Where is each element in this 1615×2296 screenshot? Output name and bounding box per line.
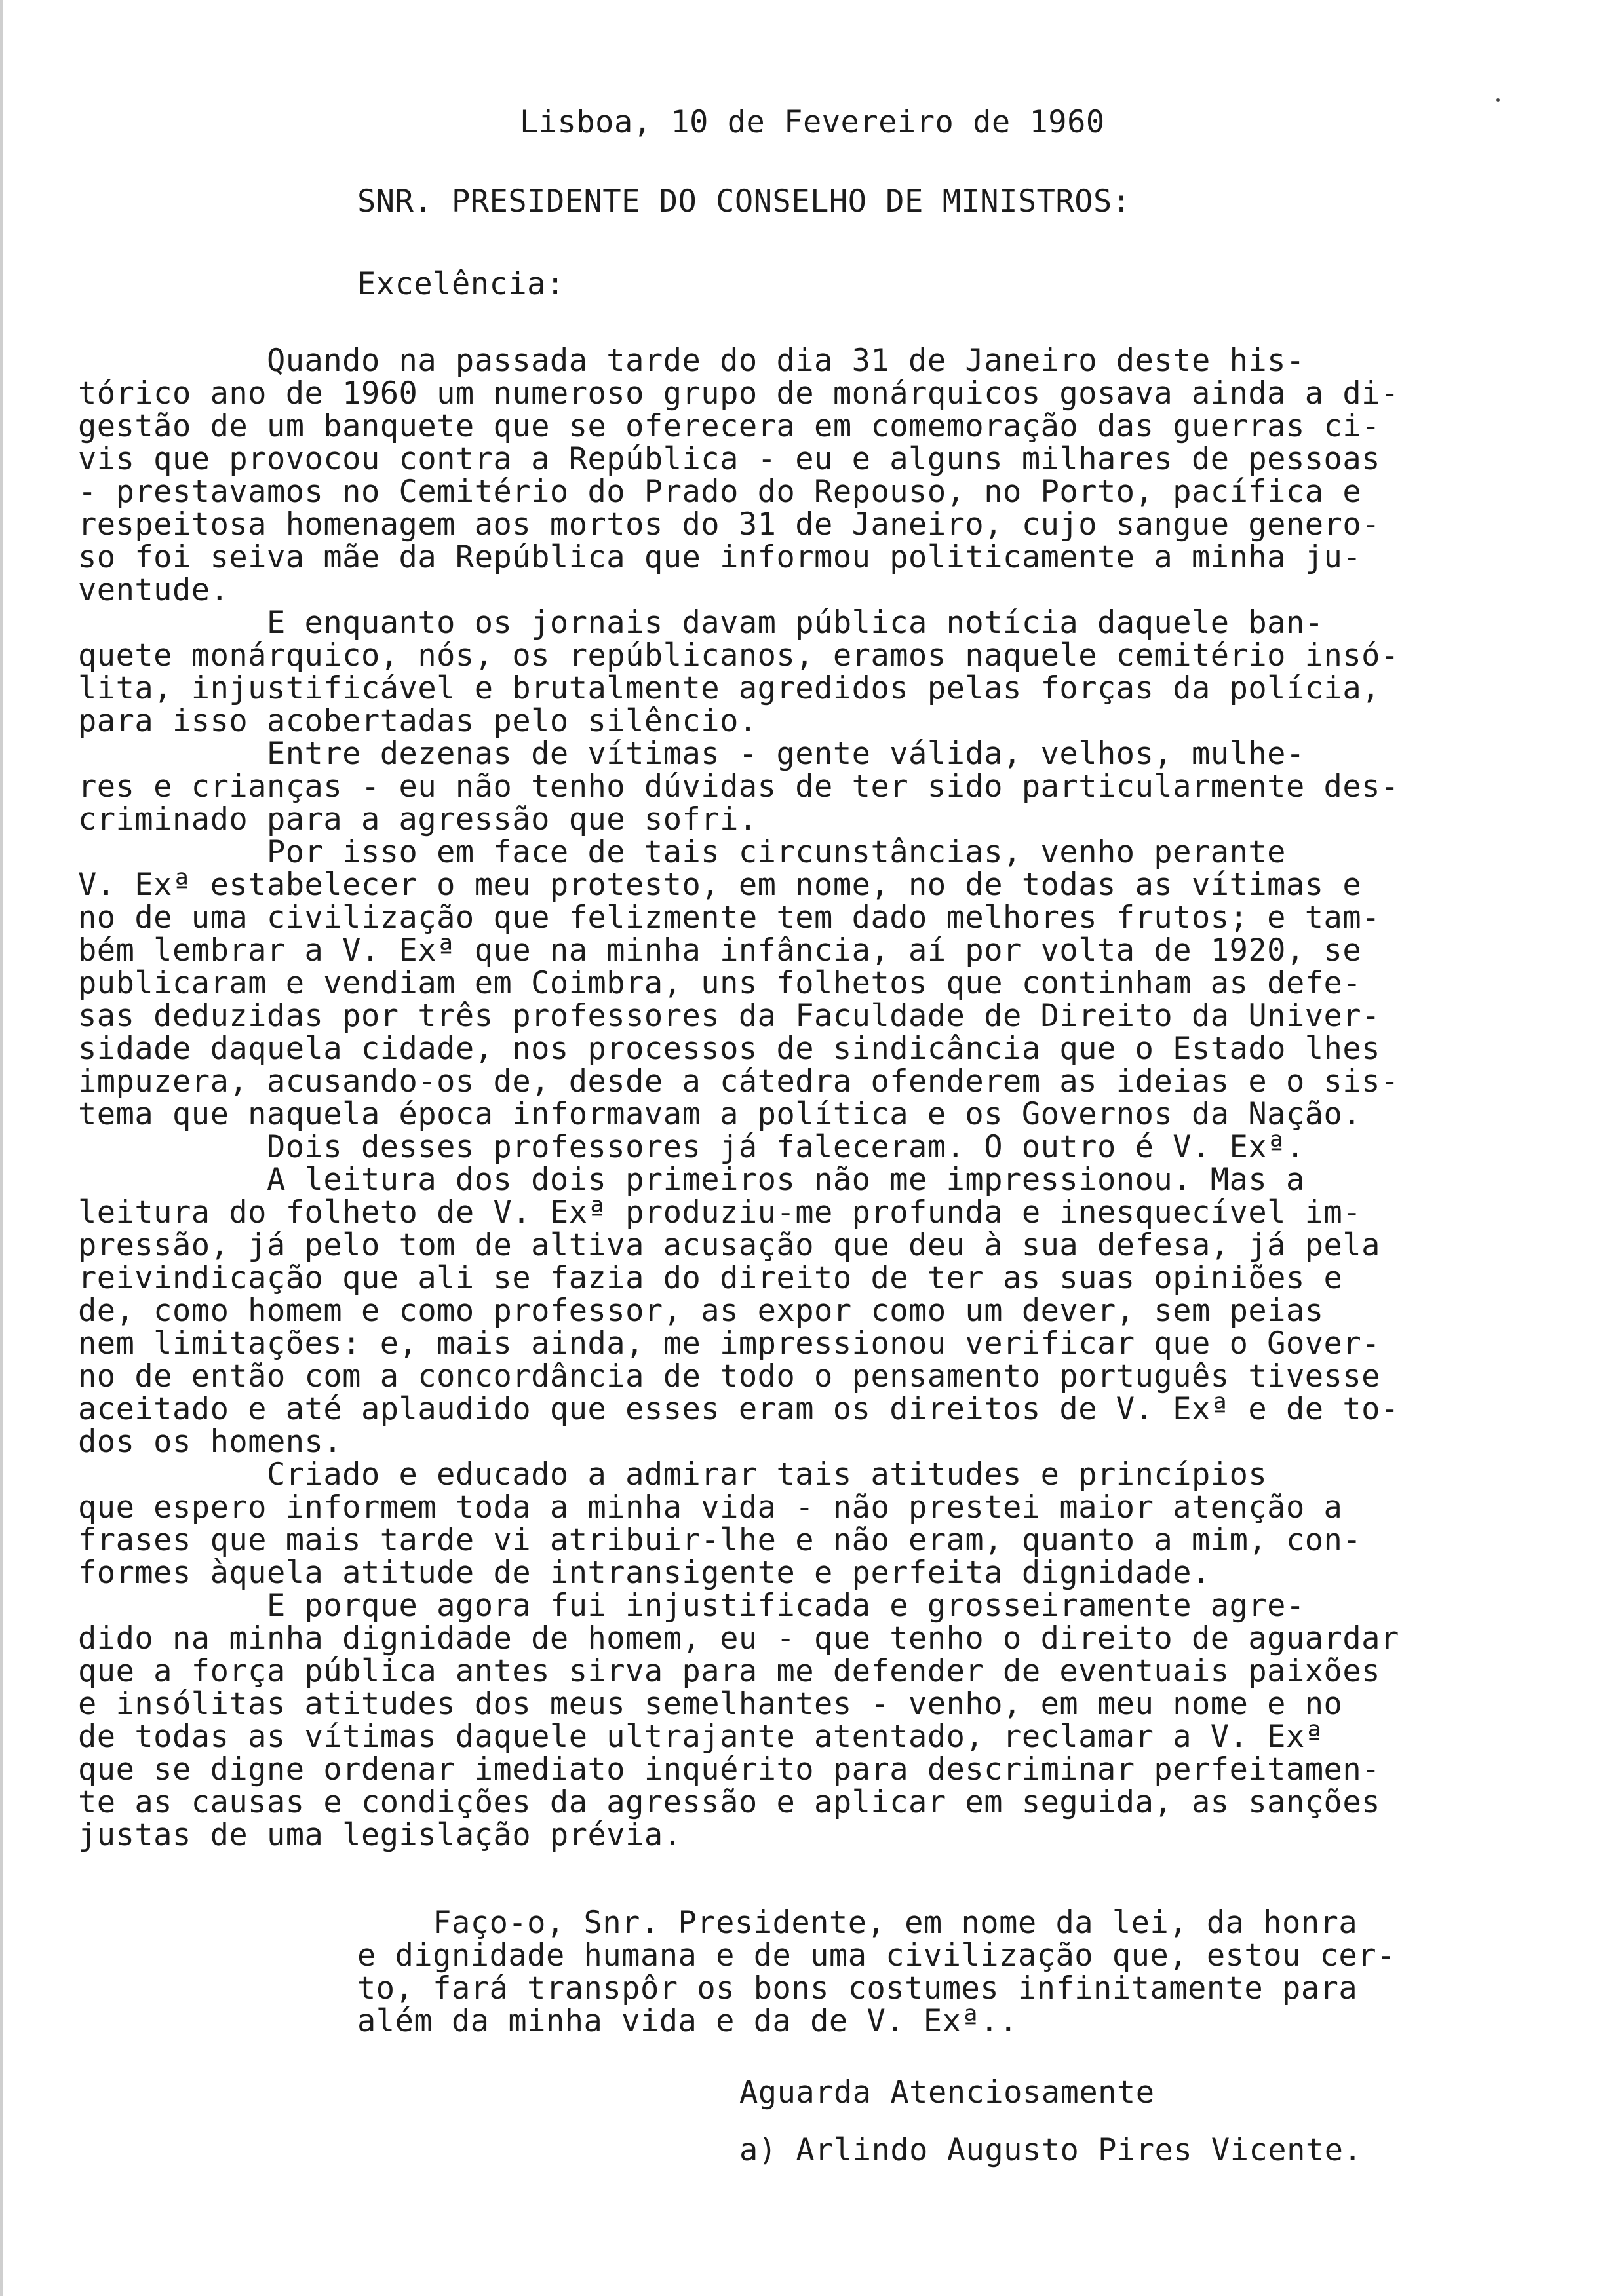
body-line: E enquanto os jornais davam pública notícia daquele ban- — [78, 605, 1324, 641]
body-line: lita, injustificável e brutalmente agredidos pelas forças da polícia, — [78, 670, 1380, 706]
body-line: respeitosa homenagem aos mortos do 31 de Janeiro, cujo sangue genero- — [78, 507, 1380, 543]
scan-speck — [1496, 98, 1500, 102]
closing-line: e dignidade humana e de uma civilização que, estou cer- — [357, 1938, 1395, 1974]
body-line: nem limitações: e, mais ainda, me impressionou verificar que o Gover- — [78, 1326, 1380, 1362]
body-line: gestão de um banquete que se oferecera em comemoração das guerras ci- — [78, 408, 1380, 444]
closing-line: Faço-o, Snr. Presidente, em nome da lei, da honra — [357, 1905, 1358, 1941]
body-line: sidade daquela cidade, nos processos de sindicância que o Estado lhes — [78, 1031, 1380, 1067]
body-line: justas de uma legislação prévia. — [78, 1817, 682, 1853]
body-line: te as causas e condições da agressão e aplicar em seguida, as sanções — [78, 1784, 1380, 1820]
body-line: bém lembrar a V. Exª que na minha infância, aí por volta de 1920, se — [78, 932, 1362, 968]
body-line: publicaram e vendiam em Coimbra, uns folhetos que continham as defe- — [78, 965, 1362, 1001]
addressee-line: SNR. PRESIDENTE DO CONSELHO DE MINISTROS: — [357, 183, 1131, 220]
body-line: criminado para a agressão que sofri. — [78, 801, 758, 837]
salutation-line: Excelência: — [357, 266, 565, 302]
body-line: reivindicação que ali se fazia do direito de ter as suas opiniões e — [78, 1260, 1343, 1296]
closing-line: além da minha vida e da de V. Exª.. — [357, 2003, 1018, 2039]
body-line: no de uma civilização que felizmente tem dado melhores frutos; e tam- — [78, 900, 1380, 936]
body-line: Entre dezenas de vítimas - gente válida, velhos, mulhe- — [78, 736, 1305, 772]
body-line: de todas as vítimas daquele ultrajante atentado, reclamar a V. Exª — [78, 1719, 1324, 1755]
signature-block — [739, 2064, 1526, 2179]
date-line: Lisboa, 10 de Fevereiro de 1960 — [520, 104, 1105, 140]
body-line: vis que provocou contra a República - eu e alguns milhares de pessoas — [78, 441, 1380, 477]
body-line: impuzera, acusando-os de, desde a cátedra ofenderem as ideias e o sis- — [78, 1063, 1399, 1100]
body-line: res e crianças - eu não tenho dúvidas de ter sido particularmente des- — [78, 769, 1399, 805]
closing-paragraph — [357, 1907, 1603, 2038]
scan-edge — [0, 0, 3, 2296]
body-line: Dois desses professores já faleceram. O outro é V. Exª. — [78, 1129, 1305, 1165]
letter-body — [78, 345, 1546, 1852]
body-line: V. Exª estabelecer o meu protesto, em nome, no de todas as vítimas e — [78, 867, 1362, 903]
signer-name: a) Arlindo Augusto Pires Vicente. — [739, 2132, 1363, 2168]
body-line: quete monárquico, nós, os repúblicanos, eramos naquele cemitério insó- — [78, 638, 1399, 674]
body-line: tema que naquela época informavam a política e os Governos da Nação. — [78, 1096, 1362, 1132]
body-line: tórico ano de 1960 um numeroso grupo de monárquicos gosava ainda a di- — [78, 375, 1399, 411]
body-line: que se digne ordenar imediato inquérito para descriminar perfeitamen- — [78, 1751, 1380, 1788]
body-line: leitura do folheto de V. Exª produziu-me profunda e inesquecível im- — [78, 1195, 1362, 1231]
body-line: - prestavamos no Cemitério do Prado do Repouso, no Porto, pacífica e — [78, 474, 1362, 510]
body-line: A leitura dos dois primeiros não me impressionou. Mas a — [78, 1162, 1305, 1198]
body-line: E porque agora fui injustificada e grosseiramente agre- — [78, 1588, 1305, 1624]
body-line: e insólitas atitudes dos meus semelhantes - venho, em meu nome e no — [78, 1686, 1343, 1722]
body-line: dido na minha dignidade de homem, eu - que tenho o direito de aguardar — [78, 1620, 1399, 1656]
body-line: Quando na passada tarde do dia 31 de Janeiro deste his- — [78, 343, 1305, 379]
complimentary-close: Aguarda Atenciosamente — [739, 2075, 1155, 2111]
body-line: pressão, já pelo tom de altiva acusação que deu à sua defesa, já pela — [78, 1227, 1380, 1263]
closing-line: to, fará transpôr os bons costumes infinitamente para — [357, 1970, 1358, 2006]
body-line: sas deduzidas por três professores da Faculdade de Direito da Univer- — [78, 998, 1380, 1034]
body-line: formes àquela atitude de intransigente e perfeita dignidade. — [78, 1555, 1211, 1591]
body-line: de, como homem e como professor, as expor como um dever, sem peias — [78, 1293, 1324, 1329]
body-line: ventude. — [78, 572, 229, 608]
body-line: Por isso em face de tais circunstâncias, venho perante — [78, 834, 1286, 870]
body-line: frases que mais tarde vi atribuir-lhe e não eram, quanto a mim, con- — [78, 1522, 1362, 1558]
body-line: no de então com a concordância de todo o pensamento português tivesse — [78, 1358, 1380, 1394]
body-line: dos os homens. — [78, 1424, 343, 1460]
body-line: para isso acobertadas pelo silêncio. — [78, 703, 758, 739]
body-line: que a força pública antes sirva para me defender de eventuais paixões — [78, 1653, 1380, 1689]
body-line: Criado e educado a admirar tais atitudes e princípios — [78, 1457, 1268, 1493]
body-line: que espero informem toda a minha vida - não prestei maior atenção a — [78, 1489, 1343, 1525]
body-line: so foi seiva mãe da República que informou politicamente a minha ju- — [78, 539, 1362, 575]
body-line: aceitado e até aplaudido que esses eram os direitos de V. Exª e de to- — [78, 1391, 1399, 1427]
